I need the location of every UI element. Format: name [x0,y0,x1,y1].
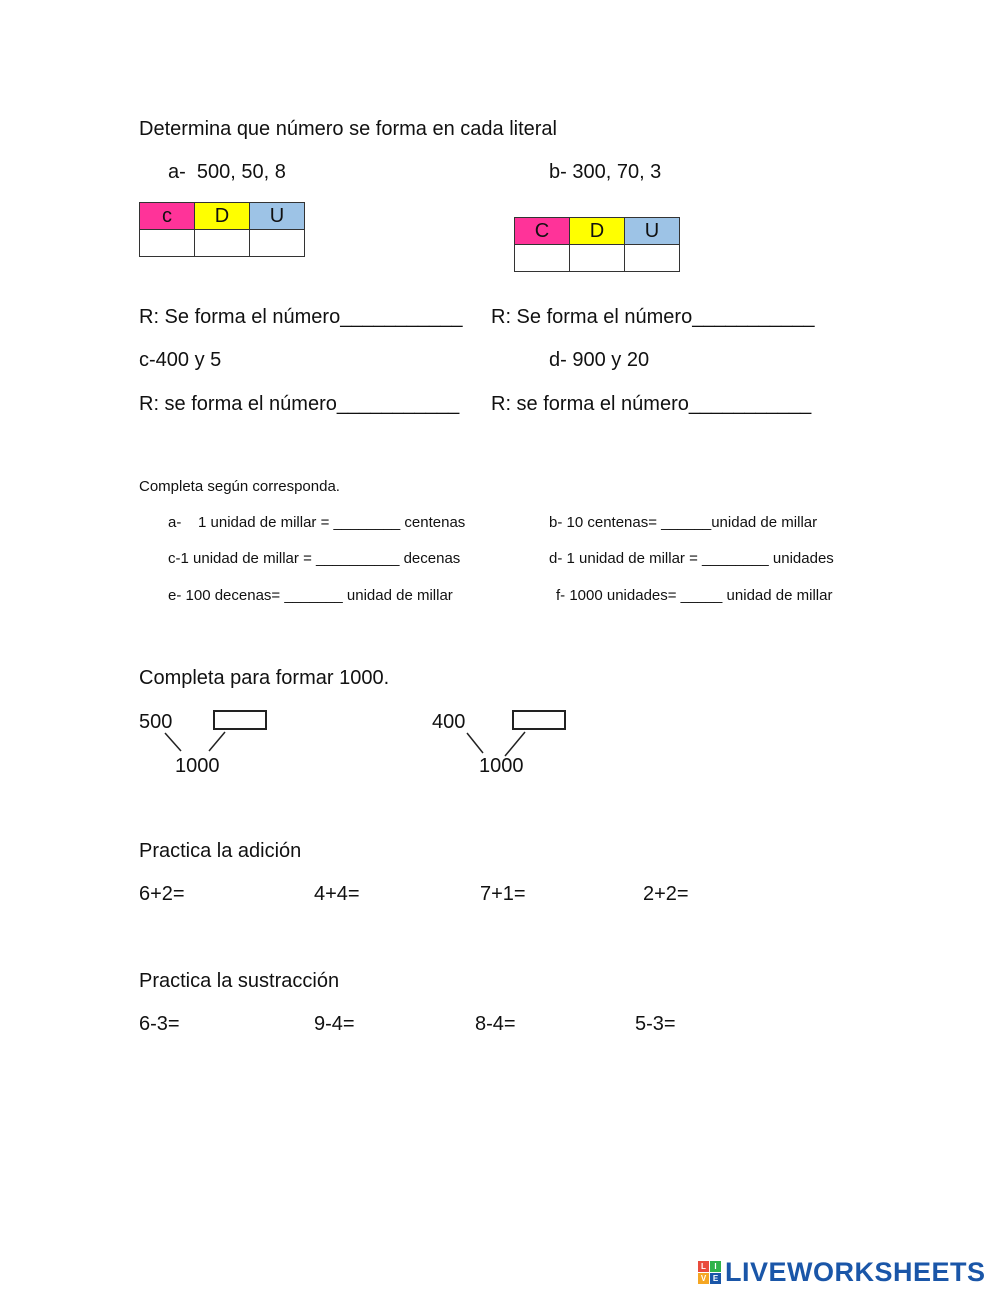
bond-right-total: 1000 [479,755,524,777]
section2-title: Completa según corresponda. [139,478,340,495]
addition-op[interactable]: 4+4= [314,883,360,905]
subtraction-op[interactable]: 9-4= [314,1013,355,1035]
section5-title: Practica la sustracción [139,970,340,992]
section4-title: Practica la adición [139,840,302,862]
bond-left-total: 1000 [175,755,220,777]
addition-op[interactable]: 7+1= [480,883,526,905]
liveworksheets-logo [698,1257,986,1288]
section3-title: Completa para formar 1000. [139,667,390,689]
item-a-label: a- 500, 50, 8 [168,161,286,183]
bond-line-left-b [209,732,225,751]
exercise-d[interactable]: d- 1 unidad de millar = ________ unidades [549,550,834,567]
exercise-f[interactable]: f- 1000 unidades= _____ unidad de millar [556,587,833,604]
answer-c-line[interactable]: R: se forma el número___________ [139,393,460,415]
header-unidades: U [625,218,680,245]
addition-op[interactable]: 2+2= [643,883,689,905]
header-centenas: C [515,218,570,245]
bond-left-number: 500 [139,711,173,733]
logo-text: LIVEWORKSHEETS [725,1257,986,1287]
addition-op[interactable]: 6+2= [139,883,185,905]
bond-line-right-b [505,732,525,756]
bond-right-number: 400 [432,711,466,733]
item-c-label: c-400 y 5 [139,349,222,371]
exercise-a[interactable]: a- 1 unidad de millar = ________ centenas [168,514,466,531]
item-b-label: b- 300, 70, 3 [549,161,662,183]
logo-icon [698,1261,721,1284]
subtraction-op[interactable]: 5-3= [635,1013,676,1035]
bond-line-right-a [467,733,483,753]
bond-right-answer-box[interactable] [512,710,566,730]
answer-d-line[interactable]: R: se forma el número___________ [491,393,812,415]
answer-b-line[interactable]: R: Se forma el número___________ [491,306,815,328]
logo-square: E [710,1273,721,1284]
item-d-label: d- 900 y 20 [549,349,650,371]
logo-square: L [698,1261,709,1272]
logo-square: I [710,1261,721,1272]
answer-a-line[interactable]: R: Se forma el número___________ [139,306,463,328]
subtraction-op[interactable]: 6-3= [139,1013,180,1035]
section1-title: Determina que número se forma en cada literal [139,118,557,140]
exercise-e[interactable]: e- 100 decenas= _______ unidad de millar [168,587,453,604]
bond-left-answer-box[interactable] [213,710,267,730]
header-decenas: D [570,218,625,245]
exercise-c[interactable]: c-1 unidad de millar = __________ decenas [168,550,461,567]
exercise-b[interactable]: b- 10 centenas= ______unidad de millar [549,514,818,531]
header-unidades: U [250,203,305,230]
bond-line-left-a [165,733,181,751]
header-decenas: D [195,203,250,230]
logo-square: V [698,1273,709,1284]
subtraction-op[interactable]: 8-4= [475,1013,516,1035]
header-centenas: c [140,203,195,230]
